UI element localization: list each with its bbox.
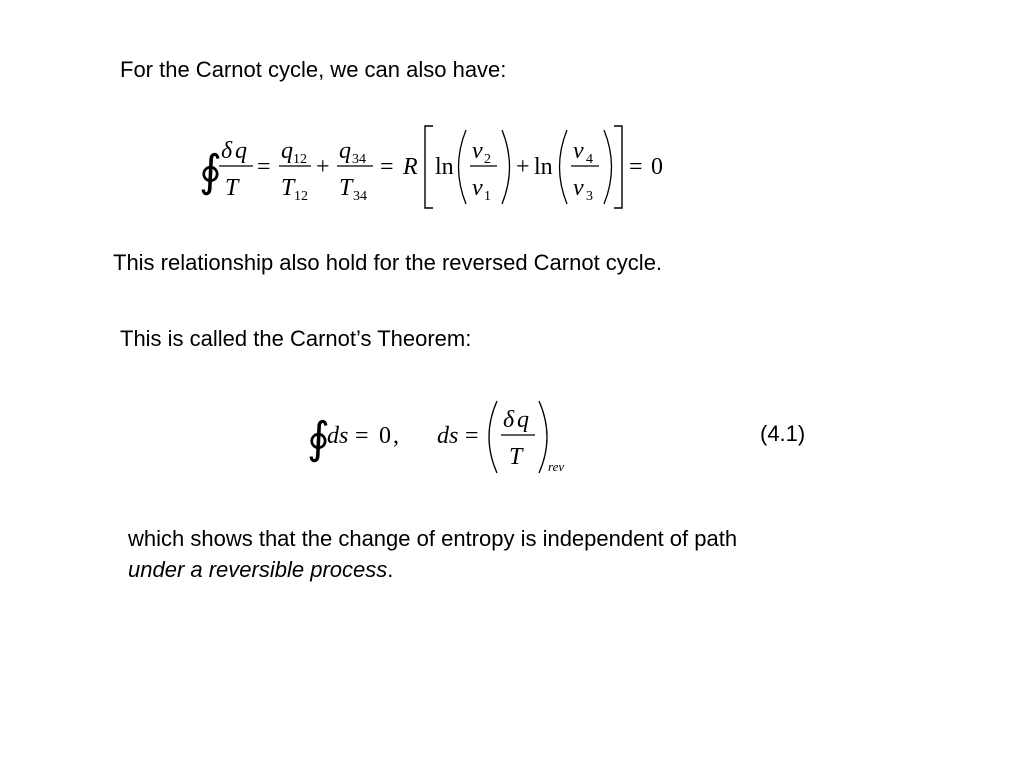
v-symbol: v xyxy=(472,175,483,201)
right-square-bracket xyxy=(614,126,622,208)
ln-function: ln xyxy=(435,154,454,180)
delta-symbol: δ xyxy=(503,407,515,433)
ds-symbol: ds xyxy=(437,423,459,449)
subscript-34: 34 xyxy=(353,189,367,204)
equals-sign: = xyxy=(355,423,369,449)
contour-integral-symbol: ∮ xyxy=(199,147,222,196)
zero-value: 0 xyxy=(651,154,663,180)
conclusion-line-1: which shows that the change of entropy is independent of path xyxy=(128,526,738,551)
q-symbol: q xyxy=(281,138,293,164)
carnot-cycle-equation xyxy=(195,118,675,218)
rev-subscript: rev xyxy=(548,459,565,474)
ln-function: ln xyxy=(534,154,553,180)
left-square-bracket xyxy=(425,126,433,208)
right-parenthesis xyxy=(539,401,547,473)
q-symbol: q xyxy=(235,138,247,164)
subscript-2: 2 xyxy=(484,152,491,167)
delta-symbol: δ xyxy=(221,138,233,164)
plus-sign: + xyxy=(316,154,330,180)
equation-number: (4.1) xyxy=(760,421,806,446)
left-parenthesis xyxy=(459,130,467,204)
zero-value: 0 xyxy=(379,423,391,449)
right-parenthesis xyxy=(502,130,510,204)
equals-sign: = xyxy=(380,154,394,180)
subscript-3: 3 xyxy=(586,189,593,204)
carnot-theorem-equation xyxy=(305,395,580,480)
subscript-4: 4 xyxy=(586,152,593,167)
subscript-12: 12 xyxy=(293,152,307,167)
equals-sign: = xyxy=(629,154,643,180)
q-symbol: q xyxy=(517,407,529,433)
left-parenthesis xyxy=(560,130,568,204)
plus-sign: + xyxy=(516,154,530,180)
T-symbol: T xyxy=(339,175,353,201)
period: . xyxy=(387,557,394,582)
intro-text: For the Carnot cycle, we can also have: xyxy=(120,57,507,82)
left-parenthesis xyxy=(489,401,497,473)
subscript-34: 34 xyxy=(352,152,366,167)
v-symbol: v xyxy=(472,138,483,164)
equals-sign: = xyxy=(257,154,271,180)
conclusion-line-2 xyxy=(128,554,393,585)
T-symbol: T xyxy=(225,175,239,201)
subscript-12: 12 xyxy=(294,189,308,204)
equals-sign: = xyxy=(465,423,479,449)
v-symbol: v xyxy=(573,138,584,164)
right-parenthesis xyxy=(604,130,612,204)
subscript-1: 1 xyxy=(484,189,491,204)
T-symbol: T xyxy=(509,444,523,470)
T-symbol: T xyxy=(281,175,295,201)
comma: , xyxy=(393,423,399,449)
v-symbol: v xyxy=(573,175,584,201)
reversible-process-emphasis: under a reversible process xyxy=(128,557,388,582)
q-symbol: q xyxy=(339,138,351,164)
R-symbol: R xyxy=(403,154,418,180)
theorem-intro-text: This is called the Carnot’s Theorem: xyxy=(120,326,472,351)
reversed-cycle-text: This relationship also hold for the reversed Carnot cycle. xyxy=(113,250,663,275)
contour-integral-symbol: ∮ xyxy=(307,414,330,463)
ds-symbol: ds xyxy=(327,423,349,449)
